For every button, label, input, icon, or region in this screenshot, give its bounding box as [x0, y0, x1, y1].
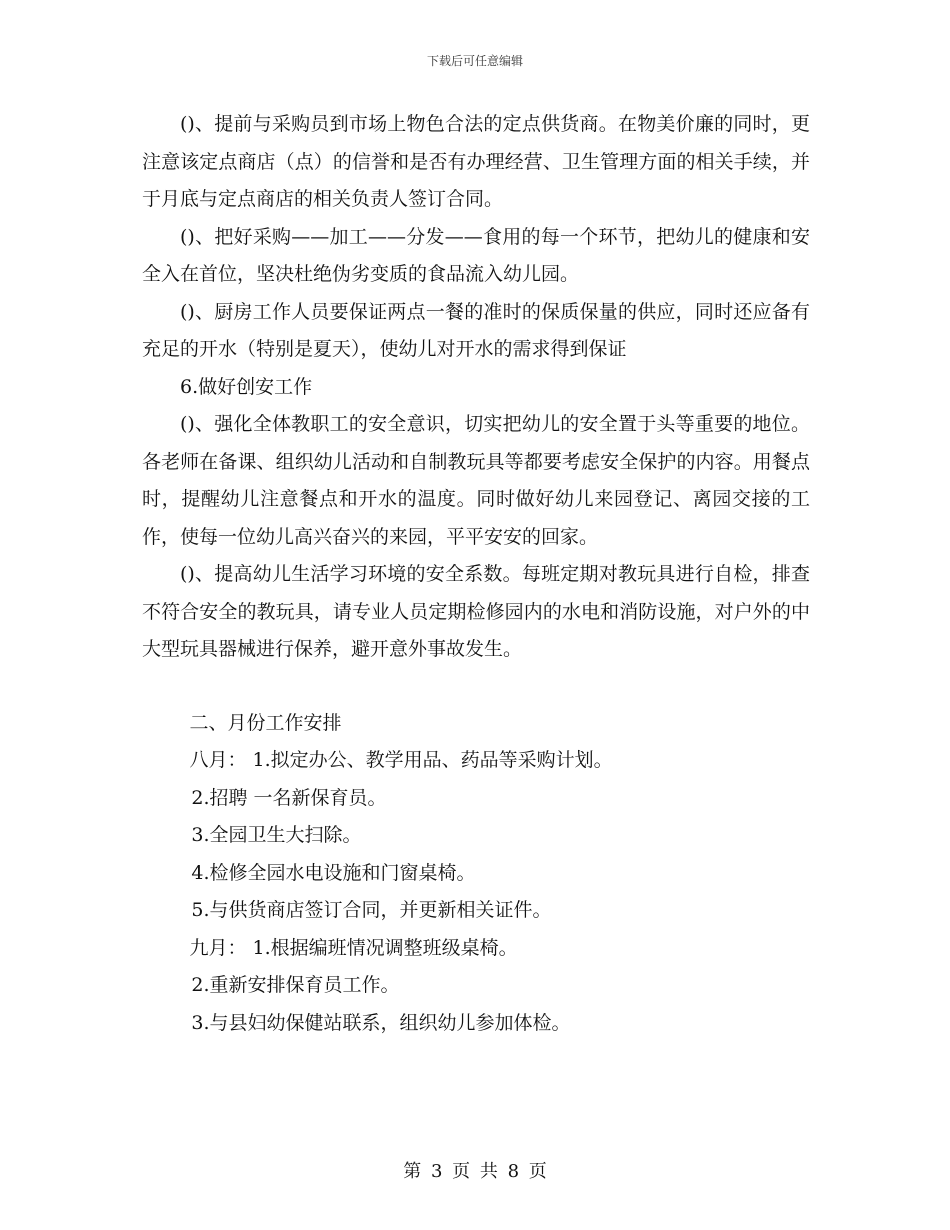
heading-safety-work: 6.做好创安工作 [180, 375, 313, 398]
paragraph-kitchen-staff: ()、厨房工作人员要保证两点一餐的准时的保质保量的供应，同时还应备有充足的开水（特别是夏天），使幼儿对开水的需求得到保证 [142, 300, 810, 360]
page-header-note: 下载后可任意编辑 [426, 54, 523, 68]
august-item-3: 3.全园卫生大扫除。 [191, 824, 362, 846]
september-item-3: 3.与县妇幼保健站联系，组织幼儿参加体检。 [191, 1011, 571, 1034]
paragraph-safety-awareness: ()、强化全体教职工的安全意识，切实把幼儿的安全置于头等重要的地位。各老师在备课、组织幼儿活动和自制教玩具等都要考虑安全保护的内容。用餐点时，提醒幼儿注意餐点和开水的温度。同时做好幼儿来园登记、离园交接的工作，使每一位幼儿高兴奋兴的来园，平平安安的回家。 [142, 413, 810, 548]
document-body [142, 106, 810, 1042]
paragraph-safety-environment: ()、提高幼儿生活学习环境的安全系数。每班定期对教玩具进行自检，排查不符合安全的教玩具，请专业人员定期检修园内的水电和消防设施，对户外的中大型玩具器械进行保养，避开意外事故发生。 [142, 563, 810, 660]
heading-monthly-schedule: 二、月份工作安排 [189, 711, 342, 734]
august-item-1: 八月： 1.拟定办公、教学用品、药品等采购计划。 [189, 749, 613, 771]
september-item-1: 九月： 1.根据编班情况调整班级桌椅。 [189, 936, 518, 959]
paragraph-supplier: ()、提前与采购员到市场上物色合法的定点供货商。在物美价廉的同时，更注意该定点商店（点）的信誉和是否有办理经营、卫生管理方面的相关手续，并于月底与定点商店的相关负责人签订合同。 [142, 113, 810, 210]
august-item-2: 2.招聘 一名新保育员。 [191, 786, 387, 809]
september-item-2: 2.重新安排保育员工作。 [191, 974, 400, 996]
page-number-footer: 第 3 页 共 8 页 [403, 1161, 547, 1182]
paragraph-procurement-chain: ()、把好采购——加工——分发——食用的每一个环节，把幼儿的健康和安全入在首位，坚决杜绝伪劣变质的食品流入幼儿园。 [142, 225, 810, 285]
august-item-4: 4.检修全园水电设施和门窗桌椅。 [191, 861, 476, 884]
august-item-5: 5.与供货商店签订合同，并更新相关证件。 [191, 899, 552, 921]
